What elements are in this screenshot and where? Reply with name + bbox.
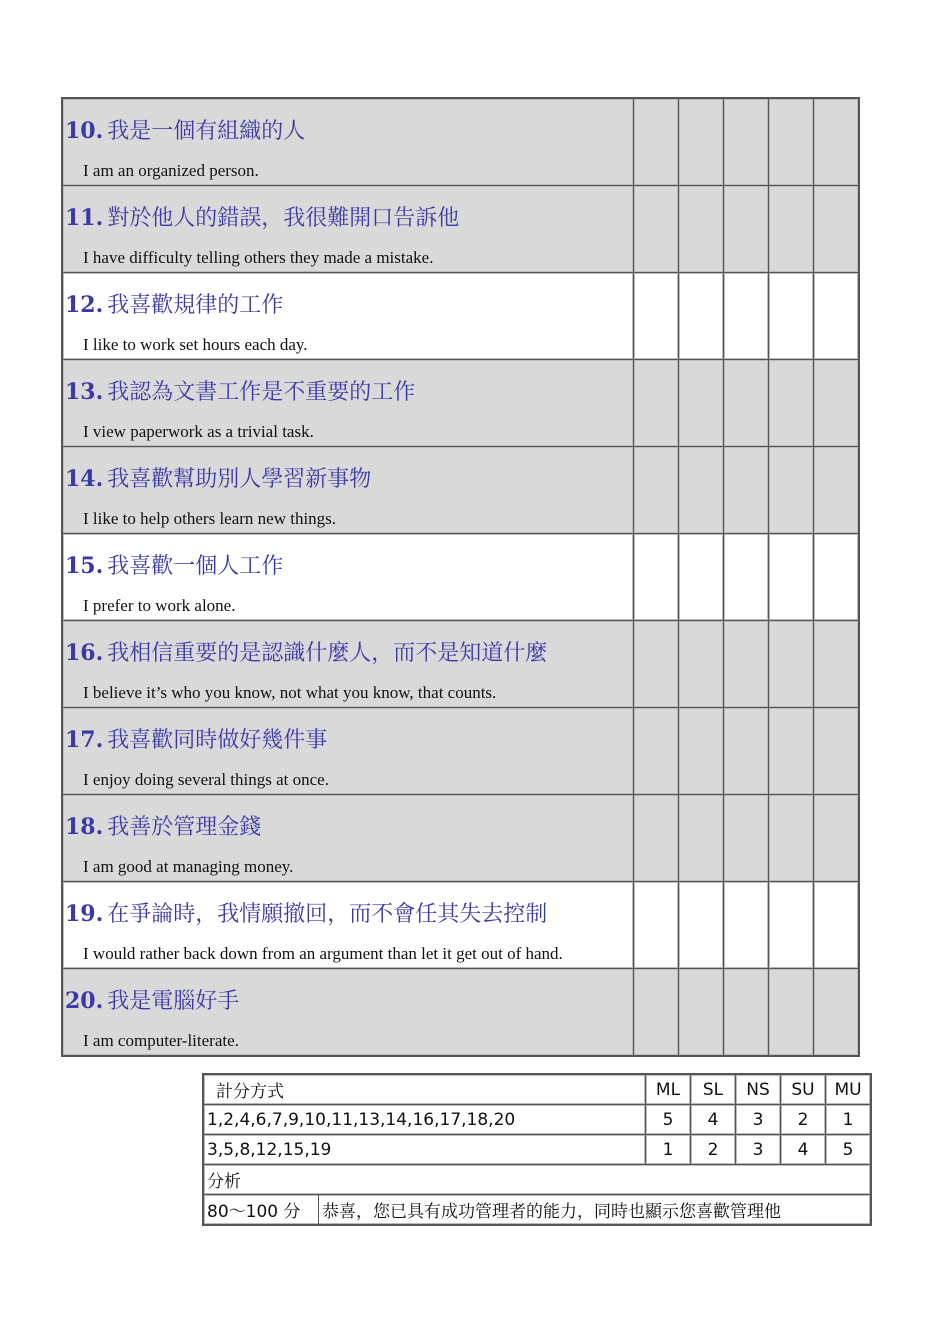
question-text-en: I have difficulty telling others they made a mistake.: [83, 248, 434, 267]
column-su: SU: [781, 1074, 826, 1105]
question-row: [62, 969, 859, 1057]
question-cell: [62, 273, 634, 360]
answer-box[interactable]: [724, 186, 769, 273]
scoring-table: [202, 1073, 872, 1226]
question-text-zh: 在爭論時，我情願撤回，而不會任其失去控制: [107, 902, 548, 927]
question-row: [62, 882, 859, 969]
question-text-zh: 我喜歡一個人工作: [107, 554, 284, 579]
answer-box[interactable]: [769, 969, 814, 1057]
question-number: 10.: [65, 118, 104, 144]
score-value: 3: [736, 1105, 781, 1135]
answer-box[interactable]: [769, 186, 814, 273]
answer-box[interactable]: [634, 882, 679, 969]
score-value: 5: [826, 1135, 872, 1165]
answer-box[interactable]: [679, 273, 724, 360]
question-number: 15.: [65, 553, 104, 579]
question-text-zh: 對於他人的錯誤，我很難開口告訴他: [107, 206, 460, 231]
score-value: 2: [691, 1135, 736, 1165]
analysis-header-row: [203, 1165, 871, 1195]
column-ns: NS: [736, 1074, 781, 1105]
answer-box[interactable]: [769, 534, 814, 621]
answer-box[interactable]: [634, 447, 679, 534]
question-text-zh: 我是一個有組織的人: [107, 119, 306, 144]
answer-box[interactable]: [634, 795, 679, 882]
score-value: 2: [781, 1105, 826, 1135]
question-text-en: I am an organized person.: [83, 161, 259, 180]
question-text-en: I like to help others learn new things.: [83, 509, 337, 528]
answer-box[interactable]: [814, 360, 860, 447]
question-cell: [62, 708, 634, 795]
score-value: 1: [646, 1135, 691, 1165]
question-text-zh: 我善於管理金錢: [107, 815, 262, 840]
question-text-zh: 我是電腦好手: [107, 989, 240, 1014]
answer-box[interactable]: [634, 186, 679, 273]
answer-box[interactable]: [769, 98, 814, 186]
question-cell: [62, 969, 634, 1057]
column-sl: SL: [691, 1074, 736, 1105]
question-row: [62, 98, 859, 186]
answer-box[interactable]: [724, 534, 769, 621]
answer-box[interactable]: [814, 186, 860, 273]
questionnaire-table: [61, 97, 860, 1057]
answer-box[interactable]: [679, 186, 724, 273]
answer-box[interactable]: [724, 795, 769, 882]
answer-box[interactable]: [814, 795, 860, 882]
analysis-range: 80～100 分: [204, 1195, 319, 1224]
scoring-items: 1,2,4,6,7,9,10,11,13,14,16,17,18,20: [203, 1105, 646, 1135]
question-number: 11.: [65, 205, 104, 231]
answer-box[interactable]: [769, 621, 814, 708]
column-mu: MU: [826, 1074, 872, 1105]
answer-box[interactable]: [679, 795, 724, 882]
question-text-en: I prefer to work alone.: [83, 596, 236, 615]
question-text-en: I am computer-literate.: [83, 1031, 239, 1050]
question-cell: [62, 534, 634, 621]
answer-box[interactable]: [814, 621, 860, 708]
answer-box[interactable]: [679, 621, 724, 708]
answer-box[interactable]: [724, 621, 769, 708]
question-row: [62, 447, 859, 534]
question-number: 17.: [65, 727, 104, 753]
question-text-zh: 我喜歡幫助別人學習新事物: [107, 467, 372, 492]
answer-box[interactable]: [679, 534, 724, 621]
score-value: 3: [736, 1135, 781, 1165]
question-cell: [62, 98, 634, 186]
question-number: 12.: [65, 292, 104, 318]
column-ml: ML: [646, 1074, 691, 1105]
question-cell: [62, 186, 634, 273]
question-text-en: I would rather back down from an argument than let it get out of hand.: [83, 944, 563, 963]
answer-box[interactable]: [679, 969, 724, 1057]
score-value: 4: [691, 1105, 736, 1135]
answer-box[interactable]: [724, 882, 769, 969]
answer-box[interactable]: [634, 273, 679, 360]
answer-box[interactable]: [679, 98, 724, 186]
question-row: [62, 621, 859, 708]
score-value: 4: [781, 1135, 826, 1165]
answer-box[interactable]: [814, 708, 860, 795]
answer-box[interactable]: [724, 708, 769, 795]
question-text-zh: 我喜歡規律的工作: [107, 293, 284, 318]
answer-box[interactable]: [724, 273, 769, 360]
answer-box[interactable]: [679, 708, 724, 795]
question-row: [62, 360, 859, 447]
answer-box[interactable]: [679, 360, 724, 447]
answer-box[interactable]: [724, 447, 769, 534]
answer-box[interactable]: [679, 882, 724, 969]
analysis-row: [203, 1195, 871, 1226]
question-row: [62, 186, 859, 273]
answer-box[interactable]: [724, 98, 769, 186]
question-text-zh: 我相信重要的是認識什麼人，而不是知道什麼: [107, 641, 548, 666]
question-cell: [62, 360, 634, 447]
answer-box[interactable]: [724, 969, 769, 1057]
answer-box[interactable]: [769, 795, 814, 882]
answer-box[interactable]: [634, 621, 679, 708]
question-text-zh: 我喜歡同時做好幾件事: [107, 728, 328, 753]
answer-box[interactable]: [634, 360, 679, 447]
answer-box[interactable]: [814, 98, 860, 186]
question-number: 19.: [65, 901, 104, 927]
answer-box[interactable]: [634, 708, 679, 795]
answer-box[interactable]: [814, 534, 860, 621]
scoring-row-reverse: [203, 1135, 871, 1165]
answer-box[interactable]: [679, 447, 724, 534]
question-text-zh: 我認為文書工作是不重要的工作: [107, 380, 416, 405]
scoring-header-row: [203, 1074, 871, 1105]
question-text-en: I am good at managing money.: [83, 857, 294, 876]
answer-box[interactable]: [814, 273, 860, 360]
score-value: 1: [826, 1105, 872, 1135]
question-row: [62, 273, 859, 360]
question-cell: [62, 795, 634, 882]
answer-box[interactable]: [724, 360, 769, 447]
question-number: 14.: [65, 466, 104, 492]
answer-box[interactable]: [814, 882, 860, 969]
question-row: [62, 534, 859, 621]
question-cell: [62, 621, 634, 708]
question-row: [62, 795, 859, 882]
question-cell: [62, 882, 634, 969]
scoring-row-forward: [203, 1105, 871, 1135]
question-text-en: I like to work set hours each day.: [83, 335, 308, 354]
answer-box[interactable]: [769, 447, 814, 534]
question-number: 13.: [65, 379, 104, 405]
answer-box[interactable]: [814, 969, 860, 1057]
answer-box[interactable]: [769, 360, 814, 447]
scoring-items: 3,5,8,12,15,19: [203, 1135, 646, 1165]
question-number: 18.: [65, 814, 104, 840]
question-text-en: I enjoy doing several things at once.: [83, 770, 329, 789]
answer-box[interactable]: [769, 882, 814, 969]
question-row: [62, 708, 859, 795]
answer-box[interactable]: [634, 534, 679, 621]
answer-box[interactable]: [634, 98, 679, 186]
question-text-en: I view paperwork as a trivial task.: [83, 422, 314, 441]
answer-box[interactable]: [769, 273, 814, 360]
question-cell: [62, 447, 634, 534]
answer-box[interactable]: [769, 708, 814, 795]
question-text-en: I believe it’s who you know, not what you know, that counts.: [83, 683, 497, 702]
analysis-text: 恭喜，您已具有成功管理者的能力，同時也顯示您喜歡管理他: [322, 1202, 781, 1222]
question-number: 16.: [65, 640, 104, 666]
answer-box[interactable]: [634, 969, 679, 1057]
question-number: 20.: [65, 988, 104, 1014]
scoring-method-label: 計分方式: [203, 1074, 646, 1105]
answer-box[interactable]: [814, 447, 860, 534]
score-value: 5: [646, 1105, 691, 1135]
analysis-label: 分析: [203, 1165, 871, 1195]
